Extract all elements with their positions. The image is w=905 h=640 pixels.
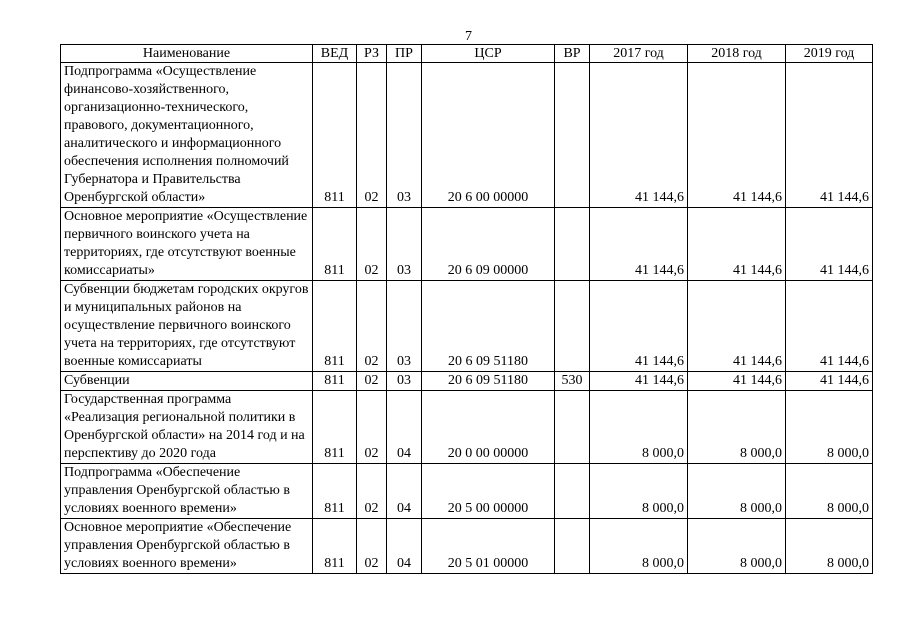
table-row (61, 519, 873, 574)
row-2017: 8 000,0 (590, 391, 688, 464)
row-2018: 8 000,0 (688, 519, 786, 574)
row-name: Основное мероприятие «Осуществление первичного воинского учета на территориях, где отсутствуют военные комиссариаты» (61, 208, 313, 281)
row-2019: 8 000,0 (786, 391, 873, 464)
row-2018: 41 144,6 (688, 63, 786, 208)
table-row (61, 391, 873, 464)
row-name: Субвенции (61, 372, 313, 391)
row-rz: 02 (357, 281, 387, 372)
row-rz: 02 (357, 464, 387, 519)
table-row (61, 464, 873, 519)
row-rz: 02 (357, 63, 387, 208)
row-csr: 20 6 09 00000 (422, 208, 555, 281)
row-pr: 03 (387, 63, 422, 208)
row-2018: 41 144,6 (688, 208, 786, 281)
header-ved: ВЕД (313, 45, 357, 63)
row-vr (555, 281, 590, 372)
budget-table (60, 44, 873, 574)
row-csr: 20 0 00 00000 (422, 391, 555, 464)
row-pr: 03 (387, 372, 422, 391)
table-row (61, 372, 873, 391)
row-ved: 811 (313, 391, 357, 464)
row-ved: 811 (313, 372, 357, 391)
row-2019: 41 144,6 (786, 372, 873, 391)
row-2017: 8 000,0 (590, 464, 688, 519)
header-csr: ЦСР (422, 45, 555, 63)
row-name: Подпрограмма «Осуществление финансово-хозяйственного, организационно-технического, правового, документационного, аналитического и информационного обеспечения исполнения полномочий Губернатора и Правительства Оренбургской области» (61, 63, 313, 208)
row-ved: 811 (313, 281, 357, 372)
table-row (61, 63, 873, 208)
row-pr: 04 (387, 391, 422, 464)
row-ved: 811 (313, 208, 357, 281)
row-rz: 02 (357, 372, 387, 391)
row-2017: 41 144,6 (590, 372, 688, 391)
row-2017: 41 144,6 (590, 208, 688, 281)
row-rz: 02 (357, 519, 387, 574)
row-csr: 20 5 01 00000 (422, 519, 555, 574)
row-2018: 8 000,0 (688, 464, 786, 519)
row-2018: 41 144,6 (688, 372, 786, 391)
header-2017: 2017 год (590, 45, 688, 63)
row-2019: 8 000,0 (786, 464, 873, 519)
header-name: Наименование (61, 45, 313, 63)
row-2017: 8 000,0 (590, 519, 688, 574)
header-row (61, 45, 873, 63)
row-ved: 811 (313, 63, 357, 208)
row-csr: 20 6 00 00000 (422, 63, 555, 208)
row-2018: 8 000,0 (688, 391, 786, 464)
row-vr (555, 391, 590, 464)
row-name: Государственная программа «Реализация региональной политики в Оренбургской области» на 2014 год и на перспективу до 2020 года (61, 391, 313, 464)
row-pr: 04 (387, 464, 422, 519)
row-2019: 41 144,6 (786, 208, 873, 281)
row-2019: 41 144,6 (786, 63, 873, 208)
row-2017: 41 144,6 (590, 63, 688, 208)
row-vr: 530 (555, 372, 590, 391)
row-pr: 03 (387, 281, 422, 372)
row-2019: 8 000,0 (786, 519, 873, 574)
row-ved: 811 (313, 464, 357, 519)
row-csr: 20 6 09 51180 (422, 372, 555, 391)
header-pr: ПР (387, 45, 422, 63)
header-2019: 2019 год (786, 45, 873, 63)
row-pr: 04 (387, 519, 422, 574)
header-vr: ВР (555, 45, 590, 63)
row-vr (555, 464, 590, 519)
header-rz: РЗ (357, 45, 387, 63)
row-pr: 03 (387, 208, 422, 281)
row-2018: 41 144,6 (688, 281, 786, 372)
row-vr (555, 63, 590, 208)
header-2018: 2018 год (688, 45, 786, 63)
row-vr (555, 208, 590, 281)
row-ved: 811 (313, 519, 357, 574)
row-csr: 20 6 09 51180 (422, 281, 555, 372)
row-vr (555, 519, 590, 574)
table-row (61, 208, 873, 281)
row-rz: 02 (357, 208, 387, 281)
row-2019: 41 144,6 (786, 281, 873, 372)
table-row (61, 281, 873, 372)
row-2017: 41 144,6 (590, 281, 688, 372)
row-name: Подпрограмма «Обеспечение управления Оренбургской областью в условиях военного времени» (61, 464, 313, 519)
row-name: Субвенции бюджетам городских округов и муниципальных районов на осуществление первичного воинского учета на территориях, где отсутствуют военные комиссариаты (61, 281, 313, 372)
row-name: Основное мероприятие «Обеспечение управления Оренбургской областью в условиях военного времени» (61, 519, 313, 574)
page-number: 7 (465, 29, 472, 44)
row-rz: 02 (357, 391, 387, 464)
row-csr: 20 5 00 00000 (422, 464, 555, 519)
